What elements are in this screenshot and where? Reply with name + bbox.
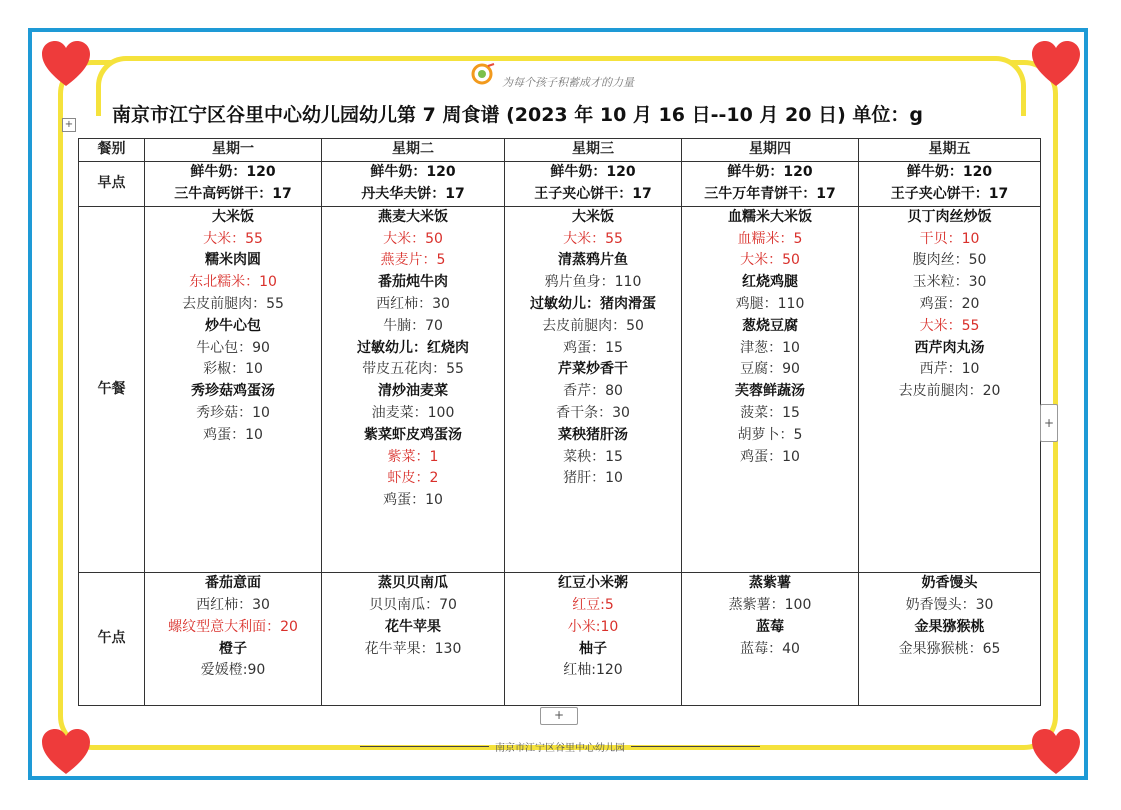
dish-name: 鲜牛奶：120 [370, 164, 456, 180]
ingredient-line: 蓝莓：40 [740, 640, 800, 657]
ingredient-line: 菠菜：15 [740, 405, 800, 422]
heart-icon [40, 728, 92, 776]
ingredient-line: 紫菜：1 [387, 448, 439, 465]
day-header: 星期四 [682, 139, 859, 162]
ingredient-line: 彩椒：10 [203, 361, 263, 378]
ingredient-line: 大米：55 [563, 230, 623, 247]
day-header: 星期一 [145, 139, 322, 162]
dish-name: 菜秧猪肝汤 [558, 426, 628, 443]
ingredient-line: 牛心包：90 [196, 339, 270, 356]
menu-cell [322, 206, 505, 572]
dish-name: 王子夹心饼干：17 [534, 185, 652, 202]
menu-cell [859, 162, 1041, 207]
ingredient-line: 花牛苹果：130 [364, 640, 462, 657]
ingredient-line: 干贝：10 [919, 230, 980, 247]
ingredient-line: 东北糯米：10 [189, 274, 277, 291]
ingredient-line: 豆腐：90 [740, 361, 800, 378]
meal-label: 午点 [79, 573, 145, 706]
dish-name: 西芹肉丸汤 [914, 339, 985, 356]
ingredient-line: 红柚:120 [563, 662, 623, 679]
ingredient-line: 香干条：30 [556, 405, 630, 422]
ingredient-line: 去皮前腿肉：50 [542, 317, 644, 334]
menu-table [78, 138, 1041, 706]
menu-cell [682, 206, 859, 572]
dish-name: 清蒸鸦片鱼 [558, 252, 628, 269]
dish-name: 橙子 [219, 640, 247, 657]
ingredient-line: 血糯米：5 [737, 230, 803, 247]
add-row-button[interactable]: + [540, 707, 578, 725]
ingredient-line: 玉米粒：30 [912, 274, 987, 291]
dish-name: 鲜牛奶：120 [906, 164, 993, 180]
heart-icon [40, 40, 92, 88]
dish-name: 奶香馒头 [921, 575, 978, 592]
ingredient-line: 菜秧：15 [563, 448, 623, 465]
dish-name: 鲜牛奶：120 [550, 164, 636, 180]
menu-cell [145, 573, 322, 706]
ingredient-line: 金果猕猴桃：65 [898, 640, 1001, 657]
dish-name: 芙蓉鲜蔬汤 [735, 383, 805, 400]
ingredient-line: 腹肉丝：50 [912, 252, 987, 269]
footer-text: 南京市江宁区谷里中心幼儿园 [495, 742, 625, 754]
ingredient-line: 鸡蛋：10 [203, 426, 263, 443]
ingredient-line: 猪肝：10 [563, 470, 623, 487]
dish-name: 燕麦大米饭 [378, 208, 448, 225]
dish-name: 过敏幼儿：猪肉滑蛋 [530, 296, 656, 313]
table-row [79, 573, 1041, 706]
corner-cell: 餐别 [79, 139, 145, 162]
add-column-button[interactable]: + [1040, 404, 1058, 442]
heart-icon [1030, 728, 1082, 776]
ingredient-line: 秀珍菇：10 [196, 405, 270, 422]
ingredient-line: 鸡腿：110 [735, 296, 805, 313]
ingredient-line: 胡萝卜：5 [737, 426, 803, 443]
menu-cell [682, 573, 859, 706]
dish-name: 红豆小米粥 [558, 575, 628, 592]
dish-name: 红烧鸡腿 [742, 274, 798, 291]
menu-cell [859, 573, 1041, 706]
ingredient-line: 大米：55 [919, 317, 980, 334]
dish-name: 大米饭 [572, 208, 614, 225]
ingredient-line: 虾皮：2 [387, 470, 439, 487]
page-title: 南京市江宁区谷里中心幼儿园幼儿第 7 周食谱 (2023 年 10 月 16 日--10 月 20 日) 单位：g [112, 104, 923, 126]
dish-name: 蒸紫薯 [749, 575, 791, 592]
ingredient-line: 鸡蛋：20 [919, 296, 980, 313]
dish-name: 紫菜虾皮鸡蛋汤 [364, 426, 462, 443]
ingredient-line: 燕麦片：5 [380, 252, 446, 269]
heart-icon [1030, 40, 1082, 88]
ingredient-line: 大米：50 [740, 252, 800, 269]
dish-name: 鲜牛奶：120 [727, 164, 813, 180]
ingredient-line: 鸡蛋：10 [740, 448, 800, 465]
meal-label: 早点 [79, 162, 145, 207]
menu-cell [322, 573, 505, 706]
table-row [79, 206, 1041, 572]
menu-cell [145, 162, 322, 207]
dish-name: 鲜牛奶：120 [190, 164, 276, 180]
day-header: 星期二 [322, 139, 505, 162]
ingredient-line: 爱媛橙:90 [200, 662, 266, 679]
ingredient-line: 大米：55 [203, 230, 263, 247]
ingredient-line: 西芹：10 [919, 361, 980, 378]
ingredient-line: 牛腩：70 [383, 317, 443, 334]
ingredient-line: 大米：50 [383, 230, 443, 247]
ingredient-line: 鸦片鱼身：110 [544, 274, 642, 291]
footer-line [631, 746, 760, 747]
dish-name: 清炒油麦菜 [378, 383, 448, 400]
ingredient-line: 蒸紫薯：100 [728, 596, 812, 613]
ingredient-line: 西红柿：30 [196, 596, 270, 613]
dish-name: 番茄炖牛肉 [378, 274, 448, 291]
dish-name: 血糯米大米饭 [728, 208, 812, 225]
slogan-text: 为每个孩子积蓄成才的力量 [502, 76, 634, 89]
ingredient-line: 去皮前腿肉：55 [182, 296, 284, 313]
menu-cell [145, 206, 322, 572]
dish-name: 过敏幼儿：红烧肉 [357, 339, 469, 356]
meal-label: 午餐 [79, 206, 145, 572]
dish-name: 柚子 [579, 640, 607, 657]
dish-name: 三牛万年青饼干：17 [704, 185, 836, 202]
dish-name: 金果猕猴桃 [914, 618, 985, 635]
dish-name: 花牛苹果 [385, 618, 441, 635]
dish-name: 大米饭 [212, 208, 254, 225]
ingredient-line: 津葱：10 [740, 339, 800, 356]
menu-cell [682, 162, 859, 207]
ingredient-line: 螺纹型意大利面：20 [168, 618, 298, 635]
day-header: 星期三 [505, 139, 682, 162]
menu-cell [322, 162, 505, 207]
table-row [79, 162, 1041, 207]
menu-cell [505, 206, 682, 572]
dish-name: 蓝莓 [756, 618, 784, 635]
dish-name: 三牛高钙饼干：17 [174, 185, 292, 202]
slogan [468, 62, 634, 90]
ingredient-line: 西红柿：30 [376, 296, 450, 313]
dish-name: 王子夹心饼干：17 [890, 185, 1009, 202]
dish-name: 贝丁肉丝炒饭 [907, 208, 992, 225]
ingredient-line: 红豆:5 [572, 596, 614, 613]
dish-name: 糯米肉圆 [205, 252, 261, 269]
dish-name: 炒牛心包 [205, 317, 261, 334]
table-move-handle[interactable]: + [62, 118, 76, 132]
dish-name: 丹夫华夫饼：17 [361, 185, 465, 202]
ingredient-line: 奶香馒头：30 [905, 596, 994, 613]
dish-name: 蒸贝贝南瓜 [378, 575, 448, 592]
day-header: 星期五 [859, 139, 1041, 162]
ingredient-line: 去皮前腿肉：20 [898, 383, 1001, 400]
menu-cell [859, 206, 1041, 572]
dish-name: 番茄意面 [205, 575, 261, 592]
ingredient-line: 鸡蛋：10 [383, 492, 443, 509]
table-header-row [79, 139, 1041, 162]
kindergarten-logo-icon [468, 62, 496, 90]
dish-name: 芹菜炒香干 [558, 361, 628, 378]
footer [360, 736, 760, 756]
menu-cell [505, 162, 682, 207]
footer-line [360, 746, 489, 747]
dish-name: 葱烧豆腐 [742, 317, 798, 334]
ingredient-line: 油麦菜：100 [371, 405, 455, 422]
dish-name: 秀珍菇鸡蛋汤 [191, 383, 275, 400]
ingredient-line: 小米:10 [567, 618, 619, 635]
ingredient-line: 香芹：80 [563, 383, 623, 400]
ingredient-line: 贝贝南瓜：70 [369, 596, 457, 613]
menu-cell [505, 573, 682, 706]
ingredient-line: 鸡蛋：15 [563, 339, 623, 356]
ingredient-line: 带皮五花肉：55 [362, 361, 464, 378]
